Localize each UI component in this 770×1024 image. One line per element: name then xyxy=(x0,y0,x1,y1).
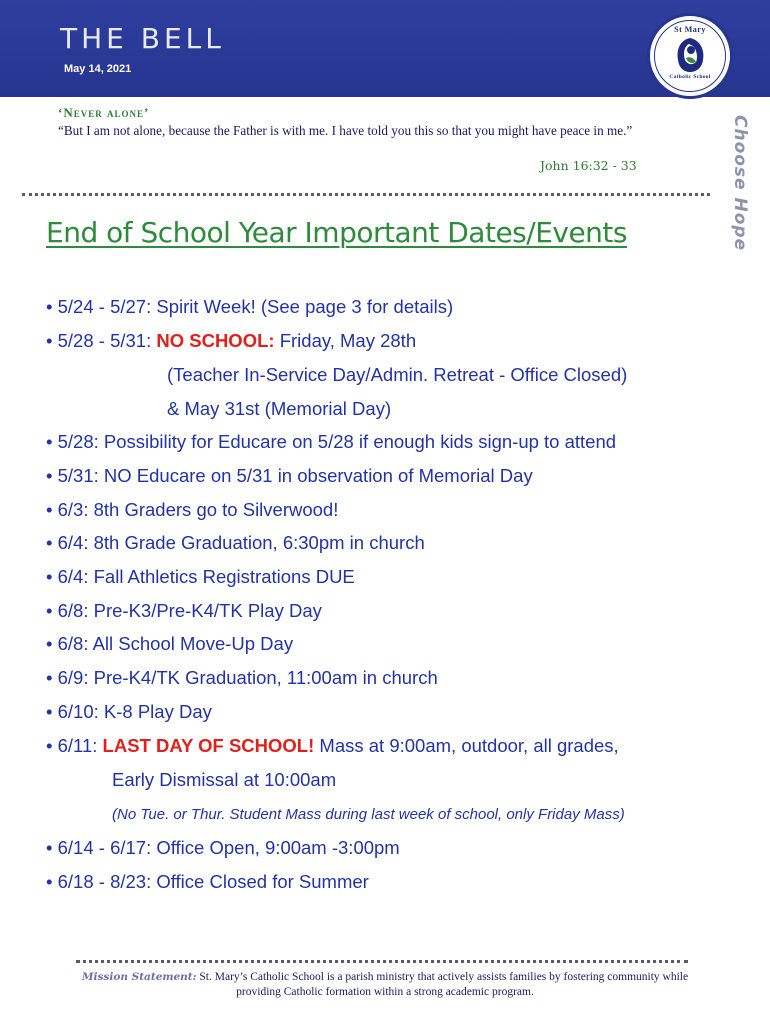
newsletter-date: May 14, 2021 xyxy=(64,63,132,75)
event-item: • 6/8: Pre-K3/Pre-K4/TK Play Day xyxy=(46,600,322,621)
event-highlight: LAST DAY OF SCHOOL! xyxy=(102,735,315,756)
event-suffix: Friday, May 28th xyxy=(274,330,417,351)
event-continuation: Early Dismissal at 10:00am xyxy=(112,769,337,790)
event-item: • 6/9: Pre-K4/TK Graduation, 11:00am in church xyxy=(46,667,438,688)
mission-text: St. Mary’s Catholic School is a parish ministry that actively assists families by fostering community while providing Catholic formation within a strong academic program. xyxy=(199,971,689,998)
divider xyxy=(76,960,688,963)
section-title: End of School Year Important Dates/Events xyxy=(46,216,627,249)
choose-hope-label xyxy=(730,115,760,255)
quote-title: ‘Never alone’ xyxy=(58,105,150,120)
event-item: • 6/4: Fall Athletics Registrations DUE xyxy=(46,566,355,587)
logo-bottom-text: Catholic School xyxy=(669,74,711,80)
event-prefix: • 6/11: xyxy=(46,735,103,756)
event-item: • 5/24 - 5/27: Spirit Week! (See page 3 for details) xyxy=(46,296,454,317)
event-continuation: (Teacher In-Service Day/Admin. Retreat - Office Closed) xyxy=(167,364,628,385)
event-item: • 6/10: K-8 Play Day xyxy=(46,701,212,722)
event-note: (No Tue. or Thur. Student Mass during last week of school, only Friday Mass) xyxy=(112,806,625,823)
school-logo xyxy=(647,13,733,99)
mission-statement xyxy=(80,970,690,1000)
event-item: • 5/28: Possibility for Educare on 5/28 if enough kids sign-up to attend xyxy=(46,431,617,452)
event-item: • 6/4: 8th Grade Graduation, 6:30pm in church xyxy=(46,532,425,553)
event-continuation: & May 31st (Memorial Day) xyxy=(167,398,392,419)
madonna-icon xyxy=(672,36,708,74)
event-item xyxy=(46,735,619,757)
event-item: • 5/31: NO Educare on 5/31 in observation of Memorial Day xyxy=(46,465,533,486)
event-prefix: • 5/28 - 5/31: xyxy=(46,330,157,351)
event-highlight: NO SCHOOL: xyxy=(156,330,275,351)
side-text-label: Choose Hope xyxy=(730,115,750,252)
newsletter-title: THE BELL xyxy=(60,22,225,55)
event-item: • 6/3: 8th Graders go to Silverwood! xyxy=(46,499,339,520)
event-item: • 6/18 - 8/23: Office Closed for Summer xyxy=(46,871,369,892)
event-suffix: Mass at 9:00am, outdoor, all grades, xyxy=(314,735,619,756)
quote-text: “But I am not alone, because the Father is with me. I have told you this so that you might have peace in me.” xyxy=(58,123,633,138)
divider xyxy=(22,193,710,196)
mission-label: Mission Statement: xyxy=(81,971,197,983)
event-item xyxy=(46,330,416,352)
logo-top-text: St Mary xyxy=(674,25,706,34)
event-item: • 6/14 - 6/17: Office Open, 9:00am -3:00pm xyxy=(46,837,400,858)
event-item: • 6/8: All School Move-Up Day xyxy=(46,633,294,654)
quote-reference: John 16:32 - 33 xyxy=(540,158,637,173)
